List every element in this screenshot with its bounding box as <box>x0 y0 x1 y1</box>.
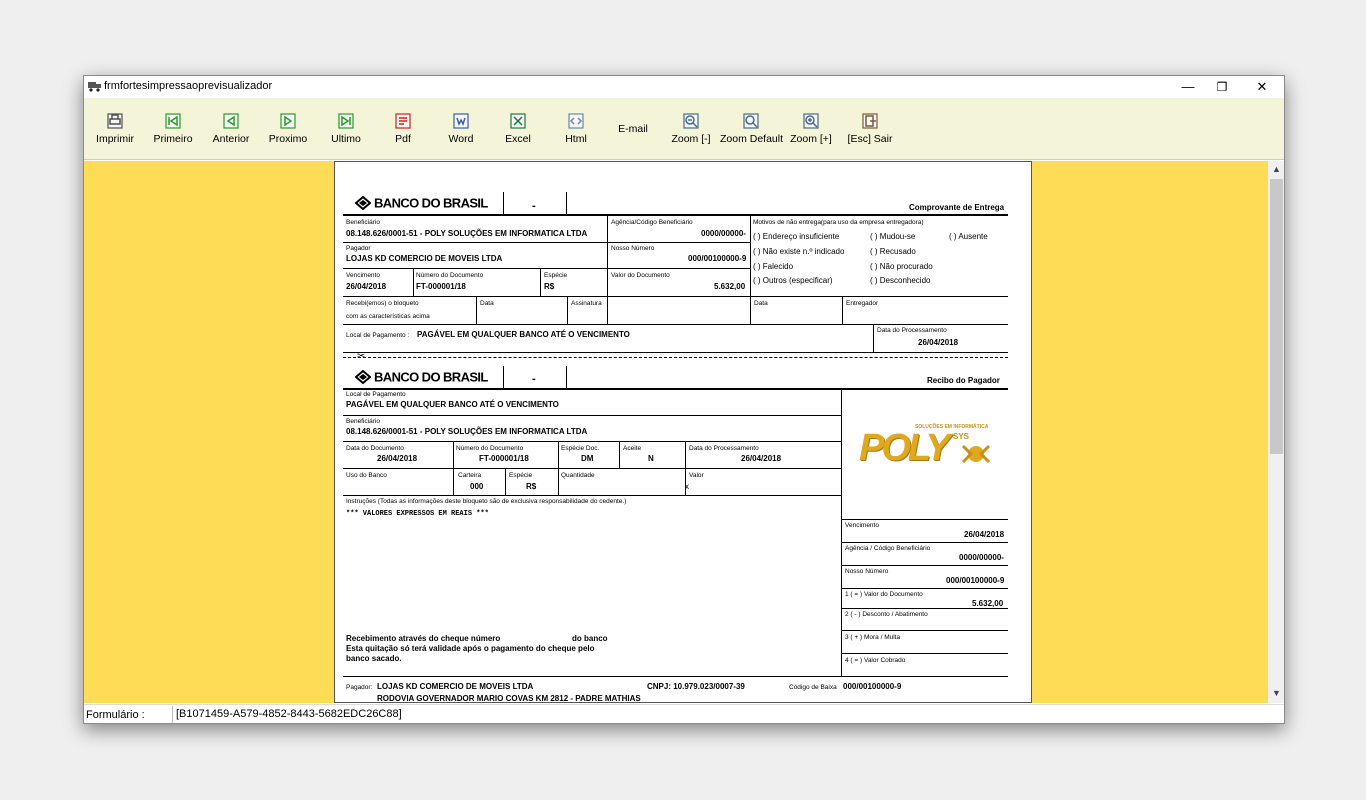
slip-vencimento-value: 26/04/2018 <box>964 530 1005 539</box>
exit-icon <box>861 112 879 130</box>
agencia-label: Agência/Código Beneficiário <box>611 219 693 226</box>
beneficiario-label: Beneficiário <box>346 219 380 226</box>
slip-especie-doc-value: DM <box>581 454 594 463</box>
zoom-out-label: Zoom [-] <box>671 133 711 145</box>
anterior-label: Anterior <box>212 133 250 145</box>
poly-tagline: SOLUÇÕES EM INFORMÁTICA <box>915 424 989 430</box>
maximize-button[interactable]: ❐ <box>1216 80 1228 94</box>
bank-name: BANCO DO BRASIL <box>374 195 488 211</box>
zoom-default-icon <box>742 112 760 130</box>
imprimir-label: Imprimir <box>96 133 134 145</box>
slip-instrucoes-value: *** VALORES EXPRESSOS EM REAIS *** <box>346 510 489 518</box>
pdf-button[interactable] <box>372 112 434 145</box>
poly-sys: SYS <box>953 432 970 441</box>
bank-logo-top <box>355 194 488 212</box>
recebi-label-2: com as características acima <box>346 313 430 320</box>
zoom-default-label: Zoom Default <box>720 133 784 145</box>
minimize-button[interactable]: — <box>1181 79 1195 94</box>
previous-page-icon <box>222 112 240 130</box>
slip-valor-doc-value: 5.632,00 <box>972 599 1004 608</box>
cut-line <box>343 357 1008 359</box>
sair-label: [Esc] Sair <box>847 133 893 145</box>
word-icon <box>452 112 470 130</box>
slip-valor-label: Valor <box>689 472 704 479</box>
bank-name-2: BANCO DO BRASIL <box>374 369 488 385</box>
slip-valor-doc-label: 1 ( = ) Valor do Documento <box>845 591 923 598</box>
scroll-down-icon[interactable]: ▼ <box>1272 688 1281 698</box>
proximo-label: Proximo <box>268 133 308 145</box>
nosso-numero-value: 000/00100000-9 <box>688 254 747 263</box>
form-id: [B1071459-A579-4852-8443-5682EDC26C88] <box>172 706 405 723</box>
truck-icon <box>88 80 102 92</box>
cheque-line-2: Esta quitação só terá validade após o pagamento do cheque pelo <box>346 644 595 653</box>
slip-uso-banco-label: Uso do Banco <box>346 472 387 479</box>
next-page-icon <box>279 112 297 130</box>
close-button[interactable]: ✕ <box>1256 79 1268 94</box>
slip-valor-x: x <box>685 482 689 491</box>
valor-doc-value: 5.632,00 <box>714 282 746 291</box>
slip-especie-doc-label: Espécie Doc. <box>561 445 600 452</box>
slip-especie-value: R$ <box>526 482 537 491</box>
cheque-line-3: banco sacado. <box>346 654 402 663</box>
beneficiario-value: 08.148.626/0001-51 - POLY SOLUÇÕES EM INFORMATICA LTDA <box>346 229 588 238</box>
printer-icon <box>106 112 124 130</box>
motivo-recusado: ( ) Recusado <box>870 247 916 256</box>
preview-window <box>83 75 1285 724</box>
vertical-scrollbar[interactable] <box>1268 161 1285 703</box>
poly-word: POLY <box>859 427 948 469</box>
numero-doc-value: FT-000001/18 <box>416 282 466 291</box>
sair-button[interactable] <box>839 112 901 145</box>
zoom-in-button[interactable] <box>780 112 842 145</box>
last-page-icon <box>337 112 355 130</box>
word-button[interactable] <box>430 112 492 145</box>
pdf-label: Pdf <box>395 133 411 145</box>
anterior-button[interactable] <box>200 112 262 145</box>
assinatura-label: Assinatura <box>571 300 602 307</box>
slip-carteira-label: Carteira <box>458 472 482 479</box>
primeiro-label: Primeiro <box>153 133 193 145</box>
valor-doc-label: Valor do Documento <box>611 272 670 279</box>
slip-nosso-numero-label: Nosso Número <box>845 568 889 575</box>
excel-icon <box>509 112 527 130</box>
slip-codigo-baixa-value: 000/00100000-9 <box>843 682 902 691</box>
motivo-nao-existe: ( ) Não existe n.º indicado <box>753 247 845 256</box>
vencimento-label: Vencimento <box>346 272 380 279</box>
slip-local-value: PAGÁVEL EM QUALQUER BANCO ATÉ O VENCIMENTO <box>346 400 559 409</box>
slip-processamento-label: Data do Processamento <box>689 445 759 452</box>
excel-button[interactable] <box>487 112 549 145</box>
toolbar <box>84 98 1284 160</box>
poly-mark-icon <box>961 442 991 466</box>
local-value: PAGÁVEL EM QUALQUER BANCO ATÉ O VENCIMENTO <box>417 330 630 339</box>
processamento-label: Data do Processamento <box>877 327 947 334</box>
slip-vencimento-label: Vencimento <box>845 522 879 529</box>
slip-data-doc-label: Data do Documento <box>346 445 404 452</box>
slip-numero-doc-value: FT-000001/18 <box>479 454 529 463</box>
zoom-out-button[interactable] <box>660 112 722 145</box>
slip-desconto-label: 2 ( - ) Desconto / Abatimento <box>845 611 928 618</box>
slip-numero-doc-label: Número do Documento <box>456 445 524 452</box>
word-label: Word <box>448 133 474 145</box>
cheque-line-1b: do banco <box>572 634 608 643</box>
bank-code-dash: - <box>532 200 536 212</box>
slip-agencia-value: 0000/00000- <box>959 553 1004 562</box>
pdf-icon <box>394 112 412 130</box>
slip-especie-label: Espécie <box>509 472 533 479</box>
motivo-outros: ( ) Outros (especificar) <box>753 276 833 285</box>
especie-label: Espécie <box>544 272 568 279</box>
slip-pagador-value: LOJAS KD COMERCIO DE MOVEIS LTDA <box>377 682 534 691</box>
motivo-nao-procurado: ( ) Não procurado <box>870 262 933 271</box>
zoom-out-icon <box>682 112 700 130</box>
slip-beneficiario-label: Beneficiário <box>346 418 380 425</box>
html-icon <box>567 112 585 130</box>
slip-codigo-baixa-label: Código de Baixa <box>789 684 837 691</box>
primeiro-button[interactable] <box>142 112 204 145</box>
bank-code-dash-2: - <box>532 373 536 385</box>
slip-processamento-value: 26/04/2018 <box>741 454 782 463</box>
motivo-ausente: ( ) Ausente <box>949 232 988 241</box>
ultimo-button[interactable] <box>315 112 377 145</box>
motivo-endereco: ( ) Endereço insuficiente <box>753 232 840 241</box>
local-label: Local de Pagamento : <box>346 332 410 339</box>
zoom-in-label: Zoom [+] <box>790 133 832 145</box>
slip-title: Recibo do Pagador <box>927 376 1000 385</box>
especie-value: R$ <box>544 282 555 291</box>
bank-logo-bottom <box>355 368 488 386</box>
pagador-value: LOJAS KD COMERCIO DE MOVEIS LTDA <box>346 254 503 263</box>
window-title: frmfortesimpressaoprevisualizador <box>104 80 273 92</box>
ultimo-label: Ultimo <box>331 133 361 145</box>
slip-endereco-value: RODOVIA GOVERNADOR MARIO COVAS KM 2812 - PADRE MATHIAS <box>377 694 641 703</box>
slip-data-doc-value: 26/04/2018 <box>377 454 418 463</box>
status-bar <box>84 704 1284 724</box>
nosso-numero-label: Nosso Número <box>611 245 655 252</box>
report-viewport[interactable] <box>84 161 1268 703</box>
entregador-label: Entregador <box>846 300 879 307</box>
status-label: Formulário : <box>86 709 145 721</box>
scissors-icon: ✂ <box>357 351 366 362</box>
html-label: Html <box>565 133 587 145</box>
email-button[interactable] <box>602 123 664 135</box>
zoom-in-icon <box>802 112 820 130</box>
slip-mora-label: 3 ( + ) Mora / Multa <box>845 634 901 641</box>
excel-label: Excel <box>505 133 531 145</box>
slip-cobrado-label: 4 ( = ) Valor Cobrado <box>845 657 906 664</box>
motivo-falecido: ( ) Falecido <box>753 262 794 271</box>
email-label: E-mail <box>618 123 648 135</box>
data-label: Data <box>480 300 494 307</box>
banco-do-brasil-logo-icon <box>355 370 371 384</box>
scroll-up-icon[interactable]: ▲ <box>1272 164 1281 174</box>
vencimento-value: 26/04/2018 <box>346 282 387 291</box>
slip-aceite-value: N <box>648 454 654 463</box>
numero-doc-label: Número do Documento <box>416 272 484 279</box>
cheque-line-1: Recebimento através do cheque número <box>346 634 501 643</box>
recebi-label: Recebi(emos) o bloqueto <box>346 300 419 307</box>
imprimir-button[interactable] <box>84 112 146 145</box>
first-page-icon <box>164 112 182 130</box>
html-button[interactable] <box>545 112 607 145</box>
agencia-value: 0000/00000- <box>701 229 746 238</box>
proximo-button[interactable] <box>257 112 319 145</box>
receipt-title: Comprovante de Entrega <box>909 203 1005 212</box>
slip-aceite-label: Aceite <box>623 445 642 452</box>
title-bar <box>84 76 1284 98</box>
slip-carteira-value: 000 <box>470 482 484 491</box>
motivos-title: Motivos de não entrega(para uso da empresa entregadora) <box>753 219 924 226</box>
processamento-value: 26/04/2018 <box>918 338 959 347</box>
slip-pagador-label: Pagador: <box>346 684 373 691</box>
motivo-mudou: ( ) Mudou-se <box>870 232 916 241</box>
motivo-desconhecido: ( ) Desconhecido <box>870 276 931 285</box>
slip-agencia-label: Agência / Código Beneficiário <box>845 545 931 552</box>
boleto-page <box>334 161 1032 703</box>
slip-instrucoes-label: Instruções (Todas as informações deste bloqueto são de exclusiva responsabilidade do cedente.) <box>346 498 627 505</box>
slip-local-label: Local de Pagamento <box>346 391 406 398</box>
slip-beneficiario-value: 08.148.626/0001-51 - POLY SOLUÇÕES EM INFORMATICA LTDA <box>346 427 588 436</box>
scrollbar-thumb[interactable] <box>1270 179 1283 454</box>
data2-label: Data <box>754 300 768 307</box>
slip-cnpj-value: CNPJ: 10.979.023/0007-39 <box>647 682 745 691</box>
slip-quantidade-label: Quantidade <box>561 472 595 479</box>
pagador-label: Pagador <box>346 245 371 252</box>
banco-do-brasil-logo-icon <box>355 196 371 210</box>
zoom-default-button[interactable] <box>720 112 782 145</box>
slip-nosso-numero-value: 000/00100000-9 <box>946 576 1005 585</box>
